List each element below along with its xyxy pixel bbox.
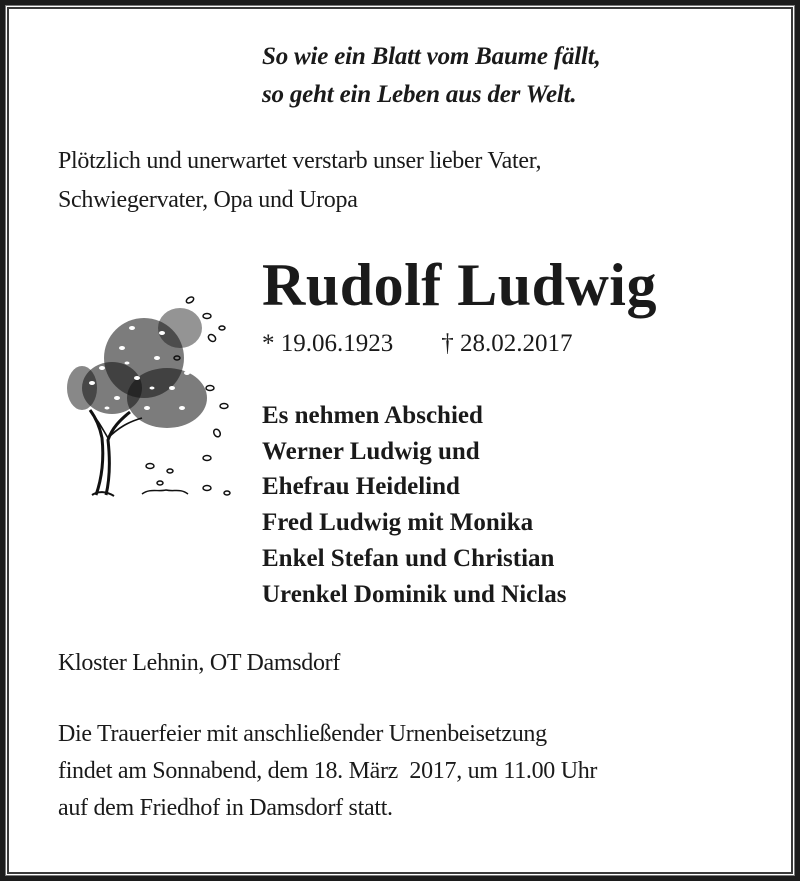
death-announcement-intro (58, 142, 541, 220)
memorial-quote (262, 38, 601, 114)
mourner-entry: Werner Ludwig und (262, 437, 480, 465)
mourners-heading: Es nehmen Abschied (262, 402, 483, 429)
intro-line-2: Schwiegervater, Opa und Uropa (58, 187, 358, 213)
death-date: † 28.02.2017 (441, 330, 573, 357)
mourner-entry: Ehefrau Heidelind (262, 473, 460, 501)
tree-with-falling-leaves-icon (62, 288, 242, 503)
mourner-entry: Fred Ludwig mit Monika (262, 509, 534, 537)
birth-date: * 19.06.1923 (262, 330, 394, 357)
quote-line-1: So wie ein Blatt vom Baume fällt, (262, 43, 601, 70)
intro-line-1: Plötzlich und unerwartet verstarb unser lieber Vater, (58, 148, 542, 174)
service-line-3: auf dem Friedhof in Damsdorf statt. (58, 795, 393, 821)
mourners-list (262, 398, 566, 612)
service-line-2: findet am Sonnabend, dem 18. März 2017, um 11.00 Uhr (58, 758, 598, 784)
mourner-entry: Enkel Stefan und Christian (262, 544, 555, 572)
service-line-1: Die Trauerfeier mit anschließender Urnenbeisetzung (58, 721, 547, 747)
funeral-service-info (58, 716, 597, 827)
quote-line-2: so geht ein Leben aus der Welt. (262, 81, 577, 108)
deceased-name: Rudolf Ludwig (262, 252, 657, 318)
life-dates (262, 326, 573, 362)
place-of-residence: Kloster Lehnin, OT Damsdorf (58, 650, 341, 676)
mourner-entry: Urenkel Dominik und Niclas (262, 580, 567, 608)
